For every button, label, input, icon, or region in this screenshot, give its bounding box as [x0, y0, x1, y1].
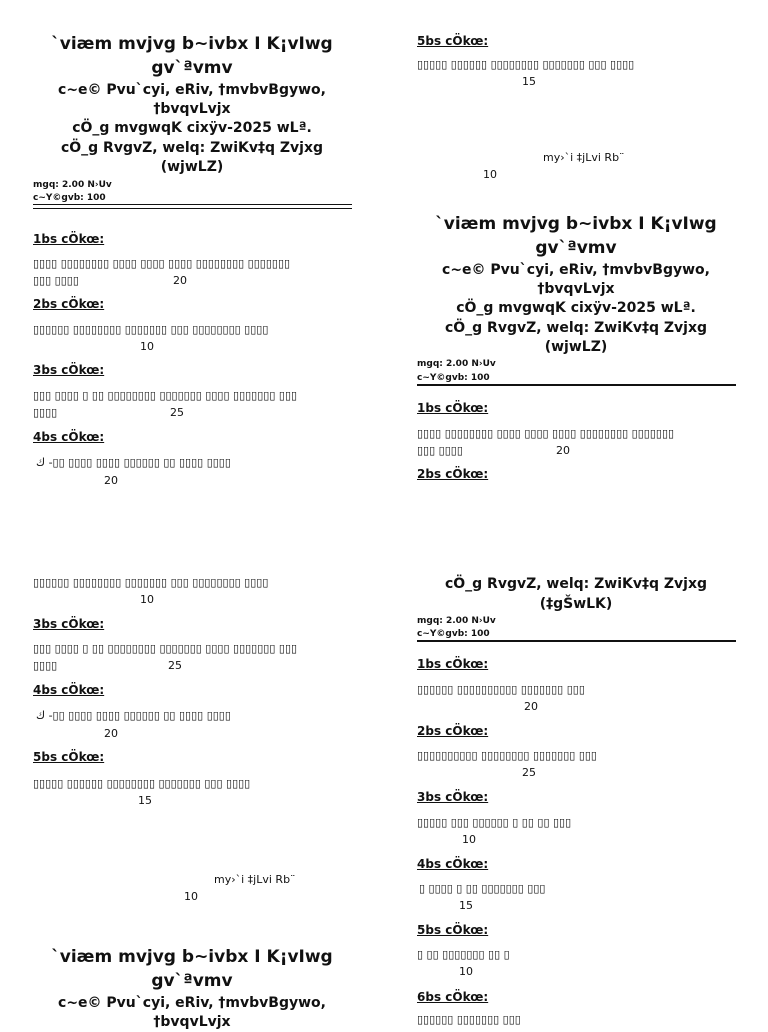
address-line1: c~e© Pvu`cyi, eRiv, †mvbvBgywo, — [442, 262, 710, 278]
question-3-text-line2: ▯▯▯▯ — [33, 659, 58, 672]
question-1-label: 1bs cÖkœ: — [417, 401, 489, 415]
question-2-text: ▯▯▯▯▯▯ ▯▯▯▯▯▯▯▯ ▯▯▯▯▯▯▯ ▯▯▯ ▯▯▯▯▯▯▯▯ ▯▯▯▯ — [33, 576, 269, 589]
full-marks-label: c~Y©gvb: 100 — [417, 629, 490, 639]
question-2-text: ▯▯▯▯▯▯ ▯▯▯▯▯▯▯▯ ▯▯▯▯▯▯▯ ▯▯▯ ▯▯▯▯▯▯▯▯ ▯▯▯▯ — [33, 323, 269, 336]
address-line2: †bvqvLvjx — [153, 101, 231, 117]
question-3-marks: 25 — [170, 406, 184, 419]
oral-question-2-text: ▯▯▯▯▯▯▯▯▯▯ ▯▯▯▯▯▯▯▯ ▯▯▯▯▯▯▯ ▯▯▯ — [417, 749, 597, 762]
question-2-marks: 10 — [140, 593, 154, 606]
oral-question-6-text: ▯▯▯▯▯▯ ▯▯▯▯▯▯▯ ▯▯▯ — [417, 1013, 521, 1026]
question-4-label: 4bs cÖkœ: — [33, 430, 105, 444]
time-label: mgq: 2.00 N›Uv — [417, 359, 496, 369]
question-5-text: ▯▯▯▯▯ ▯▯▯▯▯▯ ▯▯▯▯▯▯▯▯ ▯▯▯▯▯▯▯ ▯▯▯ ▯▯▯▯ — [33, 777, 251, 790]
oral-question-2-marks: 25 — [522, 766, 536, 779]
oral-question-5-text: ▯ ▯▯ ▯▯▯▯▯▯▯ ▯▯ ▯ — [417, 948, 510, 961]
handwriting-label: my›`i ‡jLvi Rb¨ — [214, 873, 296, 886]
exam-title-line1: `viæm mvjvg b~ivbx I K¡vIwg — [51, 947, 333, 967]
question-3-label: 3bs cÖkœ: — [417, 790, 489, 804]
address-line1: c~e© Pvu`cyi, eRiv, †mvbvBgywo, — [58, 82, 326, 98]
exam-line: cÖ_g mvgwqK cixÿv-2025 wLª. — [72, 120, 312, 136]
question-3-text-line1: ▯▯▯ ▯▯▯▯ ▯ ▯▯ ▯▯▯▯▯▯▯▯ ▯▯▯▯▯▯▯ ▯▯▯▯ ▯▯▯▯▯▯▯ ▯▯▯ — [33, 389, 298, 402]
question-3-text-line2: ▯▯▯▯ — [33, 406, 58, 419]
question-1-marks: 20 — [556, 444, 570, 457]
question-2-label: 2bs cÖkœ: — [417, 467, 489, 481]
question-1-text-line1: ▯▯▯▯ ▯▯▯▯▯▯▯▯ ▯▯▯▯ ▯▯▯▯ ▯▯▯▯ ▯▯▯▯▯▯▯▯ ▯▯▯▯▯▯▯ — [33, 257, 291, 270]
question-1-label: 1bs cÖkœ: — [33, 232, 105, 246]
question-5-label: 5bs cÖkœ: — [33, 750, 105, 764]
address-line2: †bvqvLvjx — [537, 281, 615, 297]
question-3-text-line1: ▯▯▯ ▯▯▯▯ ▯ ▯▯ ▯▯▯▯▯▯▯▯ ▯▯▯▯▯▯▯ ▯▯▯▯ ▯▯▯▯▯▯▯ ▯▯▯ — [33, 642, 298, 655]
oral-question-1-marks: 20 — [524, 700, 538, 713]
oral-question-3-text: ▯▯▯▯▯ ▯▯▯ ▯▯▯▯▯▯ ▯ ▯▯ ▯▯ ▯▯▯ — [417, 816, 572, 829]
question-1-text-line2: ▯▯▯ ▯▯▯▯ — [33, 274, 79, 287]
question-5-label: 5bs cÖkœ: — [417, 34, 489, 48]
subject-line2: (wjwLZ) — [160, 159, 224, 175]
subject-line2-oral: (‡gŠwLK) — [539, 596, 613, 612]
question-3-label: 3bs cÖkœ: — [33, 617, 105, 631]
address-line1: c~e© Pvu`cyi, eRiv, †mvbvBgywo, — [58, 995, 326, 1011]
exam-title-line2: gv`ªvmv — [151, 58, 233, 78]
oral-question-4-text: ▯ ▯▯▯▯ ▯ ▯▯ ▯▯▯▯▯▯▯ ▯▯▯ — [419, 882, 546, 895]
full-marks-label: c~Y©gvb: 100 — [417, 373, 490, 383]
question-2-marks: 10 — [140, 340, 154, 353]
exam-title-line2: gv`ªvmv — [151, 971, 233, 991]
question-1-label: 1bs cÖkœ: — [417, 657, 489, 671]
exam-title-line1: `viæm mvjvg b~ivbx I K¡vIwg — [51, 34, 333, 54]
full-marks-label: c~Y©gvb: 100 — [33, 193, 106, 203]
question-4-marks: 20 — [104, 474, 118, 487]
exam-title-line1: `viæm mvjvg b~ivbx I K¡vIwg — [435, 214, 717, 234]
oral-question-3-marks: 10 — [462, 833, 476, 846]
subject-line2: (wjwLZ) — [544, 339, 608, 355]
question-3-label: 3bs cÖkœ: — [33, 363, 105, 377]
address-line2: †bvqvLvjx — [153, 1014, 231, 1030]
question-4-text: ك -▯▯ ▯▯▯▯ ▯▯▯▯ ▯▯▯▯▯▯ ▯▯ ▯▯▯▯ ▯▯▯▯ — [36, 709, 231, 722]
question-1-text-line2: ▯▯▯ ▯▯▯▯ — [417, 444, 463, 457]
handwriting-marks: 10 — [483, 168, 497, 181]
question-5-label: 5bs cÖkœ: — [417, 923, 489, 937]
question-5-text: ▯▯▯▯▯ ▯▯▯▯▯▯ ▯▯▯▯▯▯▯▯ ▯▯▯▯▯▯▯ ▯▯▯ ▯▯▯▯ — [417, 58, 635, 71]
header-divider — [33, 204, 352, 209]
question-1-text-line1: ▯▯▯▯ ▯▯▯▯▯▯▯▯ ▯▯▯▯ ▯▯▯▯ ▯▯▯▯ ▯▯▯▯▯▯▯▯ ▯▯▯▯▯▯▯ — [417, 427, 675, 440]
subject-line1: cÖ_g RvgvZ, welq: ZwiKv‡q Zvjxg — [60, 140, 324, 156]
oral-question-5-marks: 10 — [459, 965, 473, 978]
question-1-marks: 20 — [173, 274, 187, 287]
question-4-label: 4bs cÖkœ: — [417, 857, 489, 871]
header-divider — [417, 640, 736, 642]
handwriting-marks: 10 — [184, 890, 198, 903]
handwriting-label: my›`i ‡jLvi Rb¨ — [543, 151, 625, 164]
header-divider — [417, 384, 736, 386]
time-label: mgq: 2.00 N›Uv — [33, 180, 112, 190]
question-5-marks: 15 — [138, 794, 152, 807]
question-5-marks: 15 — [522, 75, 536, 88]
question-2-label: 2bs cÖkœ: — [33, 297, 105, 311]
exam-title-line2: gv`ªvmv — [535, 238, 617, 258]
time-label: mgq: 2.00 N›Uv — [417, 616, 496, 626]
question-2-label: 2bs cÖkœ: — [417, 724, 489, 738]
question-4-label: 4bs cÖkœ: — [33, 683, 105, 697]
exam-line: cÖ_g mvgwqK cixÿv-2025 wLª. — [456, 300, 696, 316]
oral-question-4-marks: 15 — [459, 899, 473, 912]
question-4-marks: 20 — [104, 727, 118, 740]
question-3-marks: 25 — [168, 659, 182, 672]
question-6-label: 6bs cÖkœ: — [417, 990, 489, 1004]
subject-line1: cÖ_g RvgvZ, welq: ZwiKv‡q Zvjxg — [444, 576, 708, 592]
subject-line1: cÖ_g RvgvZ, welq: ZwiKv‡q Zvjxg — [444, 320, 708, 336]
oral-question-1-text: ▯▯▯▯▯▯ ▯▯▯▯▯▯▯▯▯▯ ▯▯▯▯▯▯▯ ▯▯▯ — [417, 683, 585, 696]
question-4-text: ك -▯▯ ▯▯▯▯ ▯▯▯▯ ▯▯▯▯▯▯ ▯▯ ▯▯▯▯ ▯▯▯▯ — [36, 456, 231, 469]
